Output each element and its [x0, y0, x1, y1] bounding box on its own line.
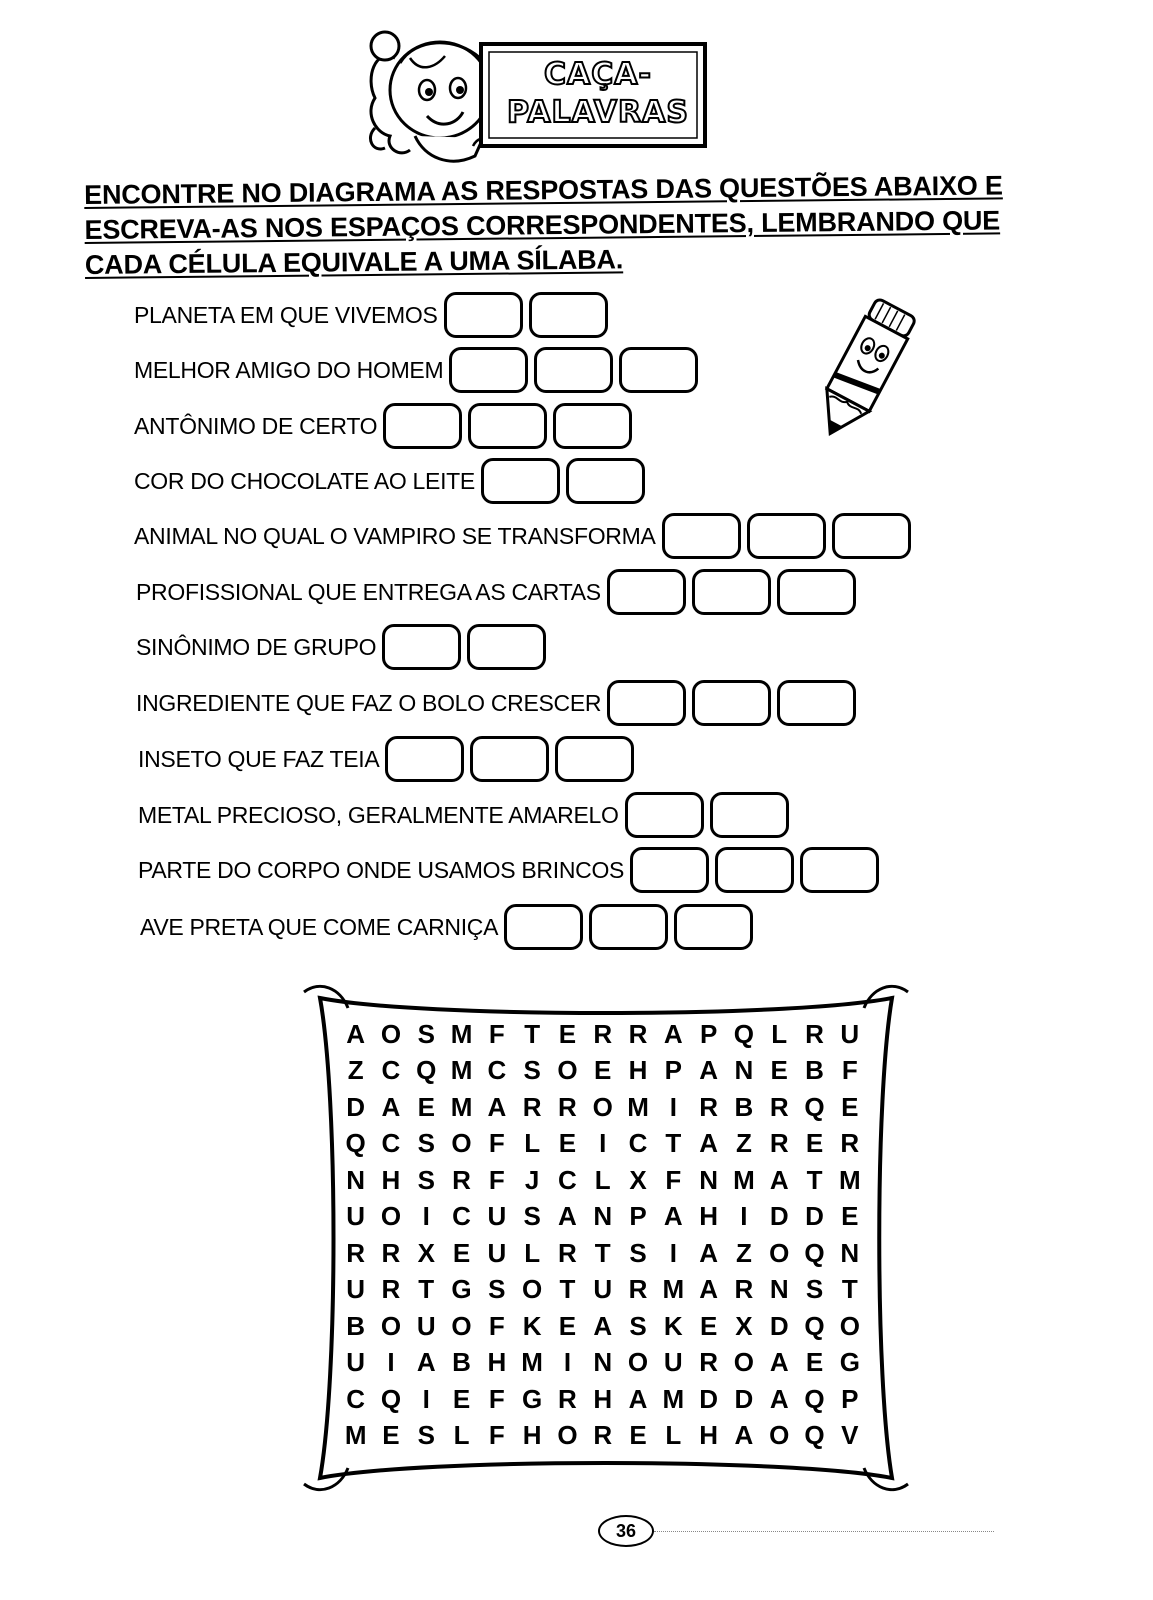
grid-letter[interactable]: A — [699, 1055, 718, 1086]
syllable-box[interactable] — [630, 847, 709, 893]
grid-letter[interactable]: N — [734, 1055, 754, 1086]
grid-letter[interactable]: E — [558, 1018, 577, 1049]
grid-letter[interactable]: L — [453, 1420, 470, 1451]
grid-letter[interactable]: O — [627, 1347, 649, 1378]
answer-boxes — [382, 624, 552, 670]
grid-letter[interactable]: N — [593, 1347, 613, 1378]
footer-dotted-line — [654, 1531, 994, 1532]
grid-letter[interactable]: S — [417, 1420, 435, 1451]
question-text: SINÔNIMO DE GRUPO — [136, 633, 377, 660]
grid-letter[interactable]: T — [559, 1274, 576, 1305]
grid-letter[interactable]: N — [346, 1164, 366, 1195]
grid-letter[interactable]: X — [735, 1310, 753, 1341]
grid-letter[interactable]: E — [629, 1420, 647, 1451]
grid-letter[interactable]: A — [381, 1091, 401, 1122]
grid-letter[interactable]: C — [558, 1164, 577, 1195]
grid-letter[interactable]: I — [740, 1201, 748, 1232]
grid-letter[interactable]: B — [734, 1091, 754, 1122]
grid-letter[interactable]: C — [487, 1055, 507, 1086]
syllable-box[interactable] — [468, 403, 547, 449]
grid-letter[interactable]: Q — [416, 1055, 437, 1086]
syllable-box[interactable] — [607, 569, 686, 615]
answer-boxes — [504, 904, 759, 950]
grid-letter[interactable]: A — [699, 1274, 718, 1305]
grid-letter[interactable]: X — [417, 1237, 435, 1268]
grid-letter[interactable]: N — [699, 1164, 718, 1195]
syllable-box[interactable] — [589, 904, 668, 950]
question-text: INSETO QUE FAZ TEIA — [138, 745, 380, 772]
grid-letter[interactable]: O — [380, 1201, 402, 1232]
grid-letter[interactable]: N — [769, 1274, 789, 1305]
grid-letter[interactable]: A — [663, 1201, 683, 1232]
question-row — [134, 347, 704, 393]
answer-boxes — [662, 513, 917, 559]
grid-letter[interactable]: C — [346, 1383, 366, 1414]
grid-letter[interactable]: X — [629, 1164, 647, 1195]
grid-letter[interactable]: V — [841, 1420, 859, 1451]
grid-letter[interactable]: C — [381, 1128, 401, 1159]
grid-row — [338, 1126, 878, 1163]
grid-row — [338, 1053, 878, 1090]
grid-letter[interactable]: B — [452, 1347, 471, 1378]
question-row — [138, 847, 885, 893]
grid-letter[interactable]: G — [451, 1274, 472, 1305]
question-row — [138, 792, 795, 838]
grid-letter[interactable]: C — [381, 1055, 401, 1086]
answer-boxes — [607, 680, 862, 726]
answer-boxes — [449, 347, 704, 393]
grid-letter[interactable]: R — [558, 1091, 577, 1122]
pencil-mascot-icon — [798, 292, 928, 457]
grid-letter[interactable]: I — [669, 1237, 677, 1268]
question-row — [134, 458, 651, 504]
grid-letter[interactable]: Q — [380, 1383, 402, 1414]
syllable-box[interactable] — [662, 513, 741, 559]
grid-letter[interactable]: E — [558, 1310, 577, 1341]
grid-letter[interactable]: O — [380, 1310, 402, 1341]
grid-row — [338, 1235, 878, 1272]
grid-letter[interactable]: O — [592, 1091, 613, 1122]
grid-letter[interactable]: U — [487, 1201, 507, 1232]
syllable-box[interactable] — [607, 680, 686, 726]
grid-letter[interactable]: P — [664, 1055, 682, 1086]
grid-letter[interactable]: I — [563, 1347, 572, 1378]
grid-letter[interactable]: H — [628, 1055, 648, 1086]
grid-letter[interactable]: D — [699, 1383, 718, 1414]
syllable-box[interactable] — [619, 347, 698, 393]
grid-letter[interactable]: Z — [735, 1237, 752, 1268]
grid-letter[interactable]: P — [699, 1018, 718, 1049]
grid-letter[interactable]: T — [594, 1237, 611, 1268]
question-row — [136, 680, 862, 726]
question-text: COR DO CHOCOLATE AO LEITE — [134, 467, 475, 494]
syllable-box[interactable] — [383, 403, 462, 449]
grid-letter[interactable]: L — [524, 1128, 541, 1159]
grid-letter[interactable]: O — [451, 1128, 472, 1159]
grid-letter[interactable]: A — [416, 1347, 436, 1378]
answer-boxes — [444, 292, 614, 338]
grid-letter[interactable]: M — [662, 1274, 685, 1305]
grid-letter[interactable]: A — [663, 1018, 683, 1049]
grid-letter[interactable]: H — [699, 1201, 718, 1232]
grid-letter[interactable]: R — [699, 1347, 718, 1378]
answer-boxes — [607, 569, 862, 615]
grid-letter[interactable]: R — [628, 1274, 648, 1305]
answer-boxes — [383, 403, 638, 449]
question-row — [136, 624, 552, 670]
grid-letter[interactable]: E — [699, 1310, 718, 1341]
grid-letter[interactable]: I — [387, 1347, 395, 1378]
grid-letter[interactable]: N — [593, 1201, 613, 1232]
grid-letter[interactable]: E — [558, 1128, 577, 1159]
grid-letter[interactable]: E — [841, 1201, 859, 1232]
grid-letter[interactable]: S — [629, 1310, 647, 1341]
grid-letter[interactable]: Q — [804, 1383, 825, 1414]
grid-letter[interactable]: K — [663, 1310, 683, 1341]
grid-row — [338, 1272, 878, 1309]
grid-letter[interactable]: F — [841, 1055, 858, 1086]
syllable-box[interactable] — [692, 569, 771, 615]
grid-letter[interactable]: C — [452, 1201, 471, 1232]
grid-letter[interactable]: E — [452, 1237, 471, 1268]
page-number — [598, 1515, 654, 1547]
grid-letter[interactable]: P — [841, 1383, 859, 1414]
grid-letter[interactable]: M — [450, 1018, 473, 1049]
grid-letter[interactable]: L — [594, 1164, 611, 1195]
grid-letter[interactable]: E — [417, 1091, 435, 1122]
grid-letter[interactable]: E — [770, 1055, 788, 1086]
syllable-box[interactable] — [777, 569, 856, 615]
grid-letter[interactable]: R — [769, 1128, 789, 1159]
answer-boxes — [630, 847, 885, 893]
grid-letter[interactable]: F — [488, 1310, 505, 1341]
grid-letter[interactable]: S — [417, 1018, 435, 1049]
question-row — [136, 569, 862, 615]
grid-letter[interactable]: D — [734, 1383, 754, 1414]
grid-letter[interactable]: Q — [804, 1310, 825, 1341]
grid-letter[interactable]: U — [487, 1237, 507, 1268]
syllable-box[interactable] — [467, 624, 546, 670]
grid-letter[interactable]: U — [663, 1347, 683, 1378]
grid-letter[interactable]: U — [593, 1274, 613, 1305]
grid-letter[interactable]: A — [769, 1383, 789, 1414]
grid-letter[interactable]: I — [422, 1201, 430, 1232]
grid-letter[interactable]: Z — [735, 1128, 752, 1159]
word-search-grid — [338, 1016, 878, 1454]
grid-letter[interactable]: R — [805, 1018, 824, 1049]
syllable-box[interactable] — [692, 680, 771, 726]
grid-letter[interactable]: P — [629, 1201, 647, 1232]
grid-letter[interactable]: F — [488, 1420, 505, 1451]
question-row — [138, 736, 640, 782]
grid-letter[interactable]: D — [805, 1201, 824, 1232]
question-text: METAL PRECIOSO, GERALMENTE AMARELO — [138, 801, 619, 828]
grid-letter[interactable]: C — [628, 1128, 648, 1159]
grid-letter[interactable]: A — [558, 1201, 577, 1232]
grid-letter[interactable]: E — [594, 1055, 612, 1086]
grid-letter[interactable]: K — [522, 1310, 542, 1341]
syllable-box[interactable] — [715, 847, 794, 893]
grid-row — [338, 1418, 878, 1455]
grid-letter[interactable]: R — [628, 1018, 648, 1049]
grid-letter[interactable]: M — [450, 1055, 473, 1086]
grid-letter[interactable]: A — [346, 1018, 366, 1049]
grid-letter[interactable]: S — [488, 1274, 506, 1305]
grid-letter[interactable]: T — [418, 1274, 435, 1305]
grid-row — [338, 1308, 878, 1345]
grid-letter[interactable]: Z — [347, 1055, 364, 1086]
syllable-box[interactable] — [470, 736, 549, 782]
syllable-box[interactable] — [385, 736, 464, 782]
grid-letter[interactable]: T — [524, 1018, 541, 1049]
syllable-box[interactable] — [777, 680, 856, 726]
grid-letter[interactable]: B — [346, 1310, 366, 1341]
syllable-box[interactable] — [553, 403, 632, 449]
grid-letter[interactable]: R — [593, 1420, 613, 1451]
grid-letter[interactable]: H — [381, 1164, 401, 1195]
grid-letter[interactable]: R — [558, 1383, 577, 1414]
grid-letter[interactable]: M — [344, 1420, 367, 1451]
grid-letter[interactable]: I — [422, 1383, 430, 1414]
grid-letter[interactable]: R — [381, 1237, 401, 1268]
syllable-box[interactable] — [449, 347, 528, 393]
grid-row — [338, 1016, 878, 1053]
grid-letter[interactable]: U — [346, 1347, 366, 1378]
question-text: AVE PRETA QUE COME CARNIÇA — [140, 913, 499, 940]
grid-letter[interactable]: R — [522, 1091, 542, 1122]
grid-letter[interactable]: M — [733, 1164, 755, 1195]
grid-row — [338, 1089, 878, 1126]
title-line-2: PALAVRAS — [507, 95, 689, 130]
grid-letter[interactable]: O — [557, 1420, 578, 1451]
question-text: ANTÔNIMO DE CERTO — [134, 412, 378, 439]
grid-letter[interactable]: M — [838, 1164, 861, 1195]
grid-letter[interactable]: U — [346, 1274, 366, 1305]
grid-letter[interactable]: R — [769, 1091, 789, 1122]
grid-letter[interactable]: L — [665, 1420, 682, 1451]
grid-letter[interactable]: A — [769, 1164, 789, 1195]
grid-letter[interactable]: D — [769, 1201, 789, 1232]
grid-letter[interactable]: R — [593, 1018, 613, 1049]
grid-row — [338, 1162, 878, 1199]
grid-letter[interactable]: Q — [804, 1091, 825, 1122]
grid-letter[interactable]: O — [769, 1420, 790, 1451]
grid-letter[interactable]: E — [382, 1420, 400, 1451]
grid-letter[interactable]: Q — [345, 1128, 366, 1159]
grid-letter[interactable]: O — [733, 1347, 755, 1378]
syllable-box[interactable] — [481, 458, 560, 504]
question-text: ANIMAL NO QUAL O VAMPIRO SE TRANSFORMA — [134, 522, 656, 549]
grid-letter[interactable]: U — [840, 1018, 860, 1049]
grid-row — [338, 1381, 878, 1418]
grid-letter[interactable]: R — [734, 1274, 754, 1305]
grid-letter[interactable]: N — [840, 1237, 860, 1268]
grid-letter[interactable]: O — [380, 1018, 402, 1049]
grid-letter[interactable]: D — [769, 1310, 789, 1341]
grid-letter[interactable]: S — [523, 1201, 541, 1232]
grid-letter[interactable]: H — [522, 1420, 542, 1451]
grid-letter[interactable]: E — [452, 1383, 471, 1414]
syllable-box[interactable] — [529, 292, 608, 338]
question-row — [140, 904, 759, 950]
grid-row — [338, 1345, 878, 1382]
grid-letter[interactable]: G — [839, 1347, 860, 1378]
syllable-box[interactable] — [674, 904, 753, 950]
grid-letter[interactable]: B — [805, 1055, 824, 1086]
answer-boxes — [385, 736, 640, 782]
grid-letter[interactable]: L — [524, 1237, 541, 1268]
syllable-box[interactable] — [832, 513, 911, 559]
grid-letter[interactable]: E — [805, 1128, 824, 1159]
grid-letter[interactable]: R — [558, 1237, 577, 1268]
grid-letter[interactable]: H — [593, 1383, 613, 1414]
syllable-box[interactable] — [625, 792, 704, 838]
grid-letter[interactable]: A — [699, 1237, 718, 1268]
grid-letter[interactable]: S — [417, 1128, 435, 1159]
grid-letter[interactable]: R — [840, 1128, 860, 1159]
syllable-box[interactable] — [800, 847, 879, 893]
syllable-box[interactable] — [747, 513, 826, 559]
answer-boxes — [625, 792, 795, 838]
grid-letter[interactable]: Q — [804, 1237, 825, 1268]
grid-letter[interactable]: S — [629, 1237, 647, 1268]
grid-letter[interactable]: H — [487, 1347, 507, 1378]
grid-letter[interactable]: Q — [733, 1018, 755, 1049]
grid-letter[interactable]: G — [522, 1383, 543, 1414]
grid-letter[interactable]: U — [346, 1201, 366, 1232]
answer-boxes — [481, 458, 651, 504]
grid-letter[interactable]: T — [665, 1128, 682, 1159]
grid-letter[interactable]: F — [665, 1164, 682, 1195]
grid-letter[interactable]: F — [488, 1018, 505, 1049]
grid-letter[interactable]: H — [699, 1420, 718, 1451]
grid-letter[interactable]: M — [627, 1091, 649, 1122]
syllable-box[interactable] — [504, 904, 583, 950]
grid-letter[interactable]: M — [450, 1091, 473, 1122]
grid-letter[interactable]: Q — [804, 1420, 825, 1451]
grid-letter[interactable]: M — [521, 1347, 543, 1378]
grid-letter[interactable]: U — [416, 1310, 436, 1341]
grid-letter[interactable]: O — [839, 1310, 860, 1341]
grid-letter[interactable]: S — [523, 1055, 541, 1086]
grid-letter[interactable]: O — [769, 1237, 790, 1268]
grid-letter[interactable]: A — [628, 1383, 648, 1414]
instructions-line-3: CADA CÉLULA EQUIVALE A UMA SÍLABA. — [84, 244, 624, 280]
grid-letter[interactable]: F — [488, 1164, 505, 1195]
grid-letter[interactable]: S — [805, 1274, 824, 1305]
grid-letter[interactable]: I — [669, 1091, 677, 1122]
grid-letter[interactable]: T — [841, 1274, 858, 1305]
grid-letter[interactable]: M — [662, 1383, 685, 1414]
grid-letter[interactable]: E — [841, 1091, 859, 1122]
question-text: INGREDIENTE QUE FAZ O BOLO CRESCER — [136, 689, 602, 716]
syllable-box[interactable] — [382, 624, 461, 670]
title-line-1: CAÇA- — [544, 57, 652, 92]
instructions-line-1: ENCONTRE NO DIAGRAMA AS RESPOSTAS DAS QUESTÕES ABAIXO E — [84, 170, 1003, 210]
grid-letter[interactable]: I — [599, 1128, 607, 1159]
syllable-box[interactable] — [444, 292, 523, 338]
grid-letter[interactable]: O — [557, 1055, 578, 1086]
grid-letter[interactable]: A — [734, 1420, 754, 1451]
grid-letter[interactable]: T — [806, 1164, 823, 1195]
syllable-box[interactable] — [534, 347, 613, 393]
question-row — [134, 513, 917, 559]
grid-letter[interactable]: J — [524, 1164, 540, 1195]
grid-letter[interactable]: A — [487, 1091, 507, 1122]
grid-letter[interactable]: D — [346, 1091, 366, 1122]
grid-letter[interactable]: A — [699, 1128, 718, 1159]
question-text: PROFISSIONAL QUE ENTREGA AS CARTAS — [136, 578, 601, 605]
grid-letter[interactable]: R — [452, 1164, 471, 1195]
syllable-box[interactable] — [710, 792, 789, 838]
grid-letter[interactable]: S — [417, 1164, 435, 1195]
grid-letter[interactable]: O — [451, 1310, 472, 1341]
question-text: PLANETA EM QUE VIVEMOS — [134, 301, 438, 328]
syllable-box[interactable] — [566, 458, 645, 504]
grid-letter[interactable]: A — [593, 1310, 613, 1341]
syllable-box[interactable] — [555, 736, 634, 782]
grid-row — [338, 1199, 878, 1236]
question-row — [134, 403, 638, 449]
grid-letter[interactable]: R — [346, 1237, 366, 1268]
grid-letter[interactable]: F — [488, 1383, 505, 1414]
question-text: PARTE DO CORPO ONDE USAMOS BRINCOS — [138, 856, 625, 883]
grid-letter[interactable]: A — [769, 1347, 789, 1378]
grid-letter[interactable]: R — [381, 1274, 401, 1305]
grid-letter[interactable]: R — [699, 1091, 718, 1122]
instructions-line-2: ESCREVA-AS NOS ESPAÇOS CORRESPONDENTES, LEMBRANDO QUE — [84, 205, 1001, 245]
grid-letter[interactable]: E — [805, 1347, 824, 1378]
question-row — [134, 292, 614, 338]
grid-letter[interactable]: O — [522, 1274, 543, 1305]
question-text: MELHOR AMIGO DO HOMEM — [134, 356, 444, 383]
grid-letter[interactable]: L — [771, 1018, 788, 1049]
page-number-text: 36 — [615, 1520, 637, 1541]
grid-letter[interactable]: F — [488, 1128, 505, 1159]
